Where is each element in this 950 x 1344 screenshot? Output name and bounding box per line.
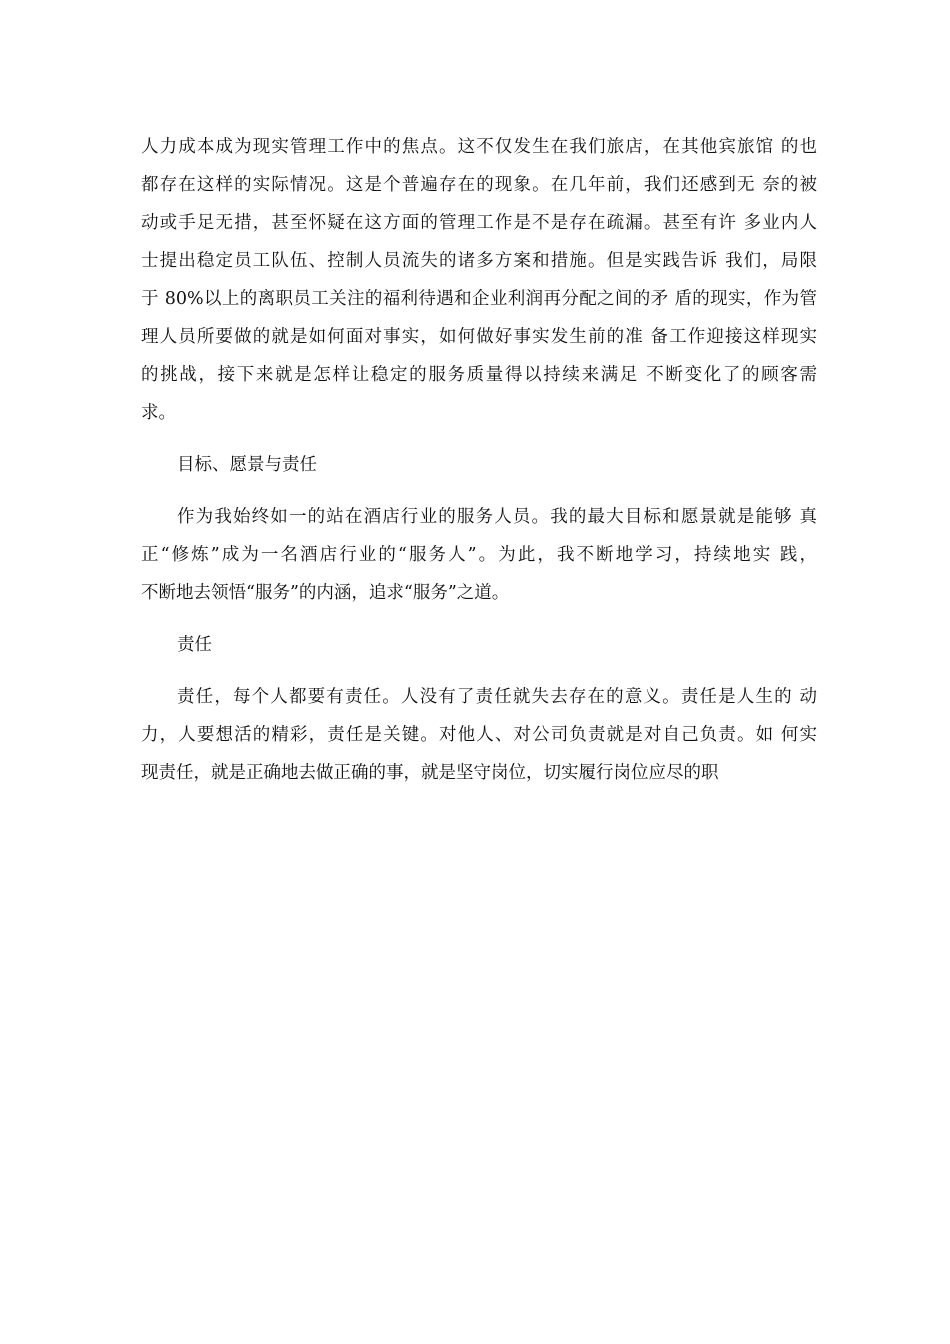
paragraph-spacer	[141, 612, 817, 626]
paragraph-responsibility	[141, 678, 817, 792]
paragraph-line: 的挑战，接下来就是怎样让稳定的服务质量得以持续来满足 不断变化了的顾客需	[141, 365, 817, 385]
paragraph-line: 正“修炼”成为一名酒店行业的“服务人”。为此，我不断地学习，持续地实 践，	[141, 545, 817, 565]
section-heading-responsibility: 责任	[177, 635, 212, 655]
paragraph-spacer	[141, 664, 817, 678]
paragraph-line: 都存在这样的实际情况。这是个普遍存在的现象。在几年前，我们还感到无 奈的被	[141, 175, 817, 195]
section-heading-goals: 目标、愿景与责任	[177, 455, 317, 475]
paragraph-line: 于 80%以上的离职员工关注的福利待遇和企业利润再分配之间的矛 盾的现实，作为管	[141, 289, 817, 309]
paragraph-line: 作为我始终如一的站在酒店行业的服务人员。我的最大目标和愿景就是能够 真	[177, 507, 817, 527]
document-body	[141, 128, 817, 792]
paragraph-goals	[141, 498, 817, 612]
paragraph-spacer	[141, 432, 817, 446]
paragraph-line: 不断地去领悟“服务”的内涵，追求“服务”之道。	[141, 583, 510, 603]
paragraph-line: 责任，每个人都要有责任。人没有了责任就失去存在的意义。责任是人生的 动	[177, 687, 817, 707]
paragraph-line: 人力成本成为现实管理工作中的焦点。这不仅发生在我们旅店，在其他宾旅馆 的也	[141, 137, 817, 157]
paragraph-line: 理人员所要做的就是如何面对事实，如何做好事实发生前的准 备工作迎接这样现实	[141, 327, 817, 347]
paragraph-line: 力，人要想活的精彩，责任是关键。对他人、对公司负责就是对自己负责。如 何实	[141, 725, 817, 745]
paragraph-cost	[141, 128, 817, 432]
paragraph-line: 现责任，就是正确地去做正确的事，就是坚守岗位，切实履行岗位应尽的职	[141, 763, 719, 783]
paragraph-line: 求。	[141, 403, 176, 423]
paragraph-line: 士提出稳定员工队伍、控制人员流失的诸多方案和措施。但是实践告诉 我们，局限	[141, 251, 817, 271]
paragraph-spacer	[141, 484, 817, 498]
paragraph-line: 动或手足无措，甚至怀疑在这方面的管理工作是不是存在疏漏。甚至有许 多业内人	[141, 213, 817, 233]
